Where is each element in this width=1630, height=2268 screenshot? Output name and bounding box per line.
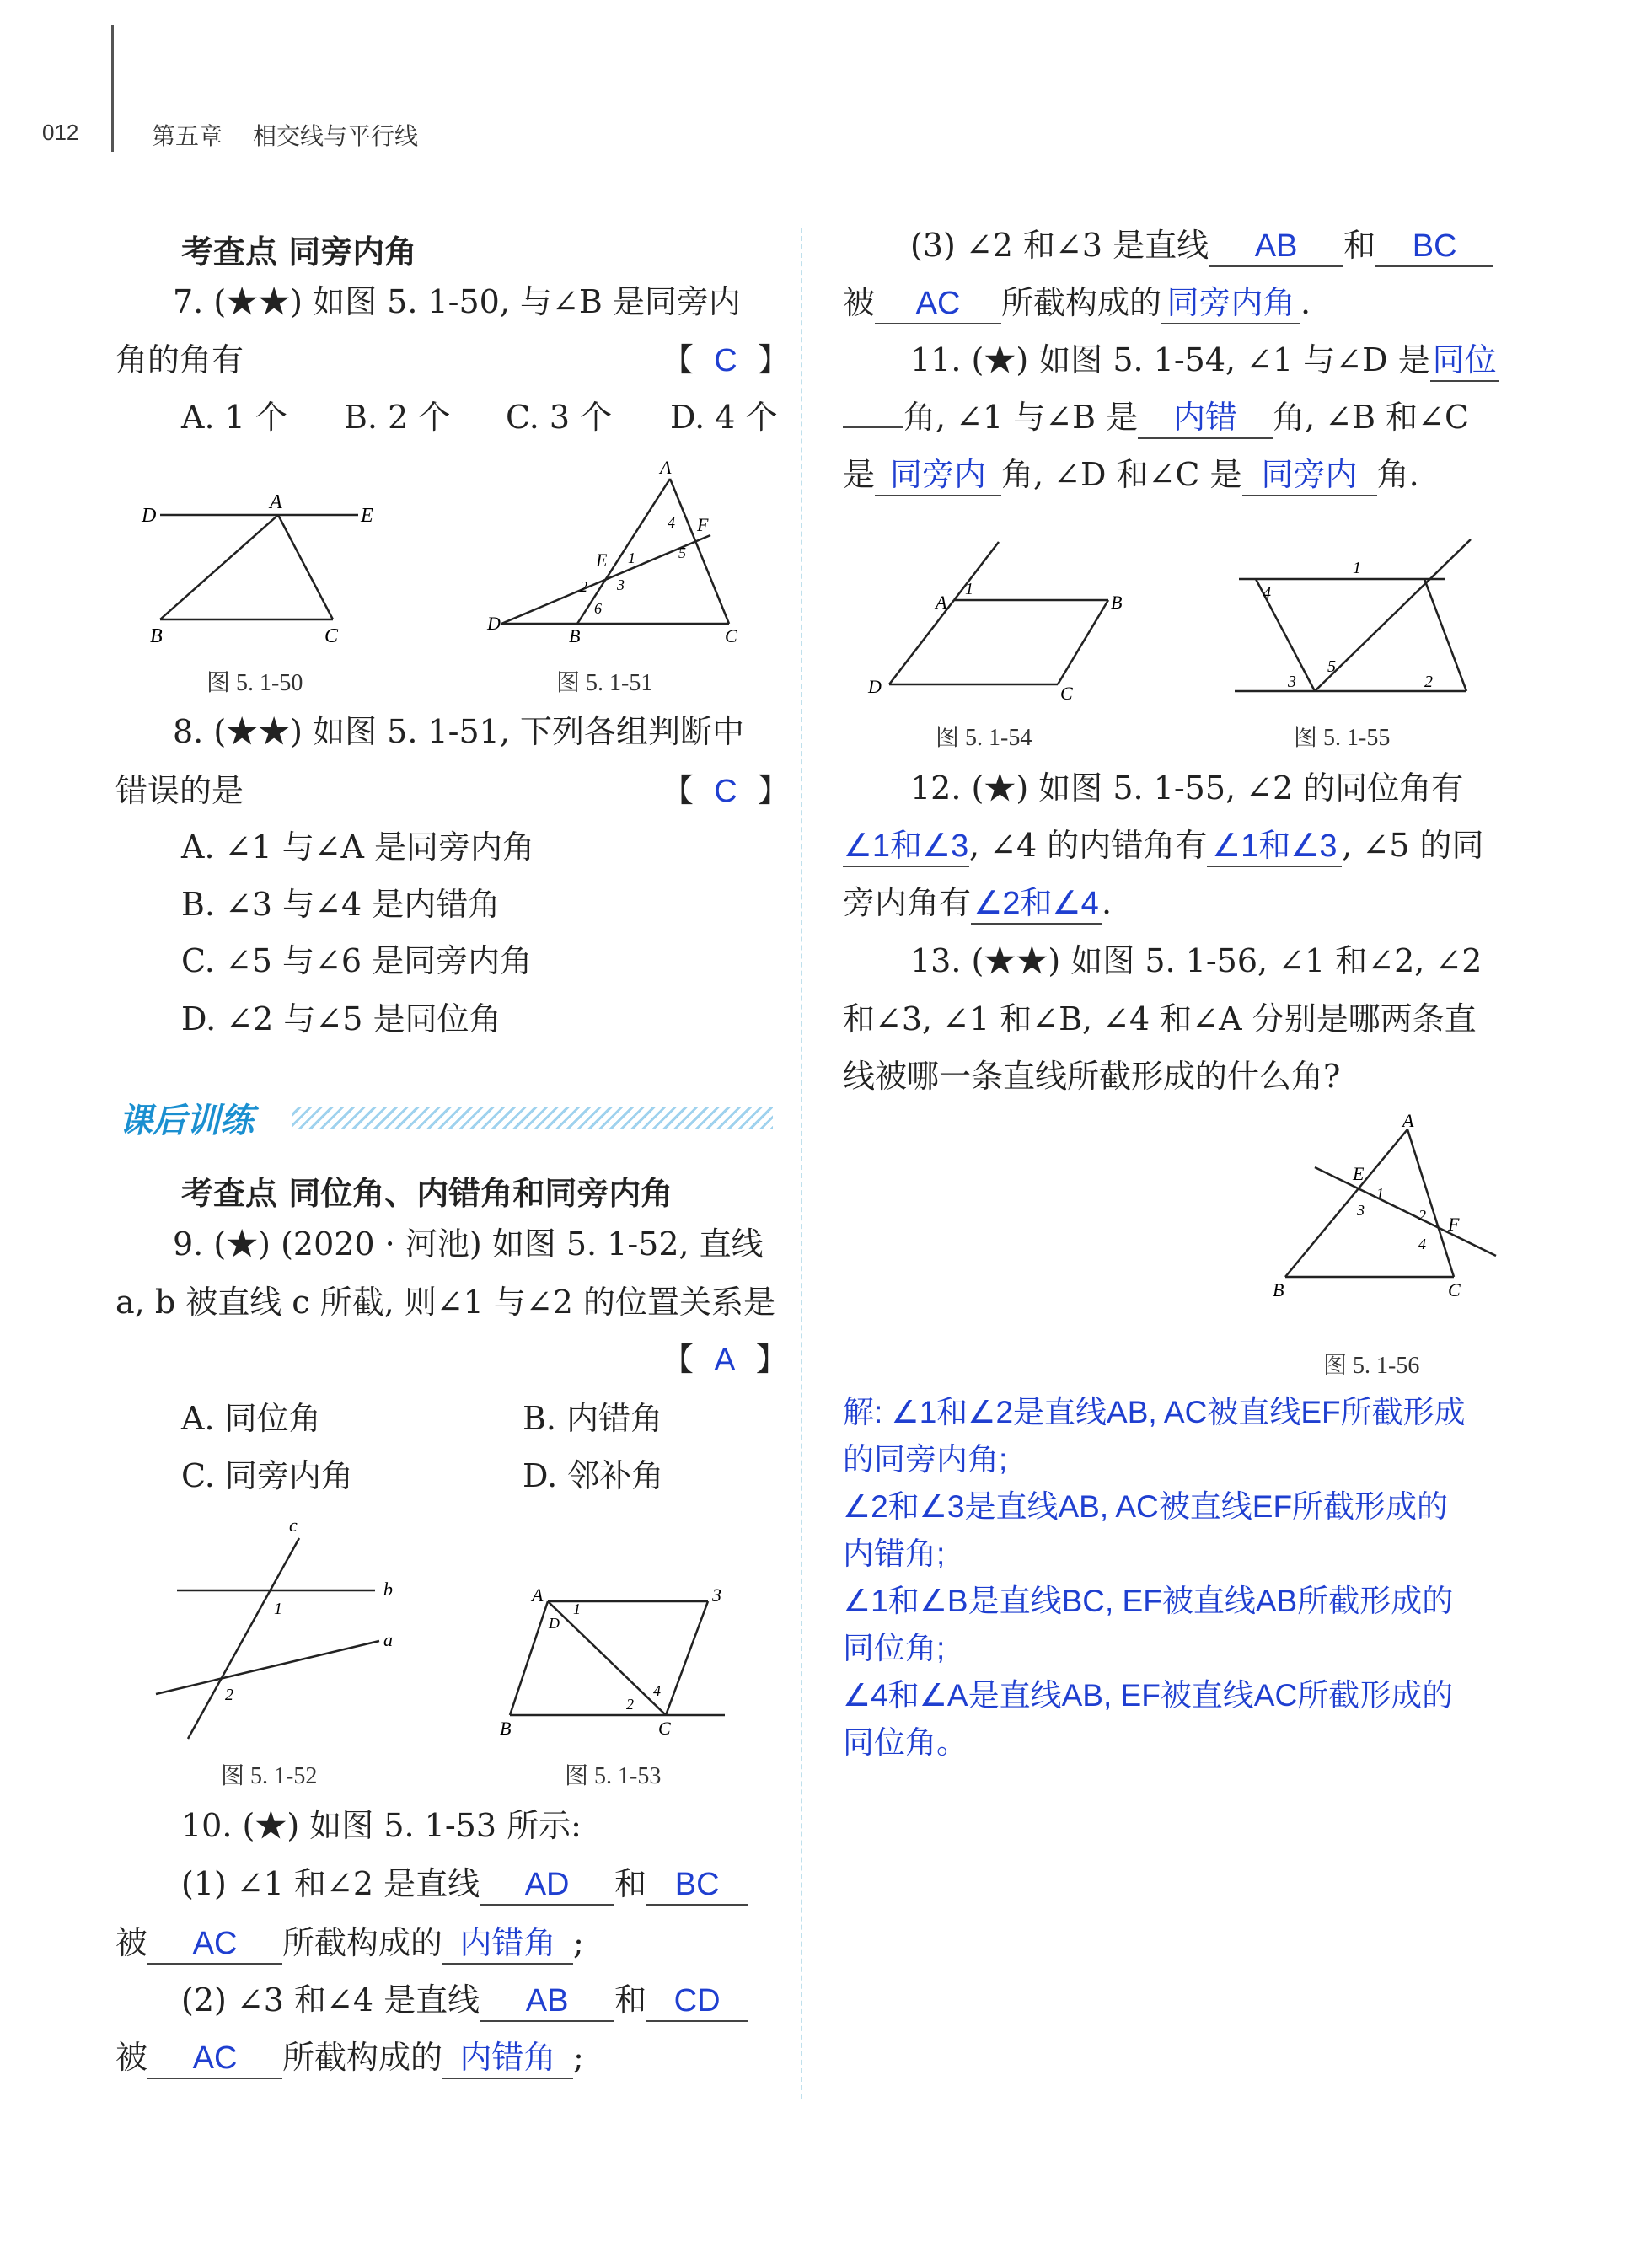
fig56-label-B: B — [1273, 1279, 1284, 1300]
q7-option-d: D. 4 个 — [670, 399, 778, 436]
q9-line1: 9. (★) (2020 · 河池) 如图 5. 1-52, 直线 — [173, 1225, 764, 1263]
svg-text:1: 1 — [628, 550, 635, 566]
svg-text:1: 1 — [1376, 1185, 1384, 1202]
fig54-label-B: B — [1111, 592, 1123, 613]
figure-5-1-50 — [135, 485, 405, 653]
fig53-label-C: C — [658, 1718, 671, 1736]
fig51-label-D: D — [487, 613, 501, 634]
q8-line2: 错误的是 — [115, 772, 244, 809]
q11-underline-cont — [843, 426, 903, 428]
fig54-caption: 图 5. 1-54 — [936, 725, 1032, 751]
figure-5-1-54 — [851, 539, 1129, 708]
solution-line: ∠2和∠3是直线AB, AC被直线EF所截形成的 — [843, 1489, 1449, 1524]
svg-text:4: 4 — [653, 1682, 661, 1699]
q8-answer: C — [714, 774, 737, 809]
svg-text:4: 4 — [1418, 1236, 1426, 1252]
fig56-label-C: C — [1448, 1279, 1461, 1300]
svg-text:6: 6 — [594, 600, 602, 617]
q7-line2: 角的角有 — [115, 341, 244, 378]
q10-p3-answer-1: AB — [1209, 227, 1343, 267]
q11-answer-3: 同旁内 — [875, 456, 1001, 496]
q7-answer: C — [714, 343, 737, 378]
q7-option-a: A. 1 个 — [181, 399, 287, 436]
figure-5-1-52 — [147, 1513, 417, 1749]
q11-line3: 是 同旁内 角, ∠D 和∠C 是 同旁内 角. — [843, 455, 1419, 496]
svg-text:4: 4 — [1263, 584, 1271, 603]
section-heading-2: 考查点 同位角、内错角和同旁内角 — [181, 1175, 673, 1212]
solution-line: 同位角。 — [843, 1725, 968, 1760]
fig53-label-D: 3 — [712, 1584, 721, 1606]
q11-line2: 角, ∠1 与∠B 是 内错 角, ∠B 和∠C — [843, 398, 1469, 439]
q13-solution — [843, 1389, 1601, 1767]
q9-option-d: D. 邻补角 — [523, 1457, 664, 1494]
q10-p1-answer-4: 内错角 — [442, 1924, 573, 1965]
section-banner-title: 课后训练 — [119, 1102, 254, 1140]
q13-line2: 和∠3, ∠1 和∠B, ∠4 和∠A 分别是哪两条直 — [843, 1000, 1477, 1037]
fig50-label-D: D — [142, 505, 157, 527]
q12-answer-3: ∠2和∠4 — [971, 884, 1102, 925]
svg-text:2: 2 — [626, 1696, 634, 1713]
q10-p1-answer-3: AC — [147, 1924, 282, 1965]
fig55-caption: 图 5. 1-55 — [1294, 725, 1391, 751]
q10-part1-line1: (1) ∠1 和∠2 是直线 AD 和 BC — [181, 1864, 748, 1906]
q8-answer-bracket: 【 C 】 — [662, 772, 790, 809]
q10-part2-line1: (2) ∠3 和∠4 是直线 AB 和 CD — [181, 1981, 748, 2022]
q11-answer-1: 同位 — [1430, 341, 1499, 382]
section-banner-stripes — [292, 1107, 773, 1129]
svg-text:1: 1 — [274, 1600, 282, 1618]
svg-text:2: 2 — [1424, 673, 1433, 691]
fig50-label-E: E — [361, 505, 373, 527]
fig52-label-a: a — [383, 1629, 393, 1650]
fig51-label-C: C — [725, 625, 737, 646]
page-number: 012 — [42, 120, 79, 145]
fig56-caption: 图 5. 1-56 — [1323, 1353, 1420, 1379]
fig50-label-B: B — [150, 625, 163, 647]
q10-p2-answer-1: AB — [480, 1981, 614, 2022]
q10-p1-answer-2: BC — [646, 1865, 748, 1906]
solution-line: 的同旁内角; — [843, 1442, 1008, 1477]
svg-text:1: 1 — [573, 1600, 581, 1617]
q9-answer: A — [714, 1343, 736, 1378]
q13-line1: 13. (★★) 如图 5. 1-56, ∠1 和∠2, ∠2 — [910, 942, 1483, 979]
figure-5-1-55 — [1222, 539, 1500, 708]
q10-part1-line2: 被 AC 所截构成的 内错角 ; — [115, 1923, 584, 1965]
fig54-label-C: C — [1060, 683, 1073, 704]
q13-line3: 线被哪一条直线所截形成的什么角? — [843, 1058, 1341, 1095]
fig51-label-F: F — [697, 514, 709, 535]
q11-answer-2: 内错 — [1138, 399, 1273, 439]
q10-p2-answer-2: CD — [646, 1981, 748, 2022]
column-divider — [801, 228, 802, 2099]
fig53-caption: 图 5. 1-53 — [565, 1763, 662, 1789]
svg-text:3: 3 — [1288, 673, 1296, 691]
figure-5-1-53 — [493, 1576, 746, 1736]
fig53-label-A: A — [532, 1584, 544, 1606]
fig51-label-E: E — [596, 550, 608, 571]
q10-p3-answer-4: 同旁内角 — [1161, 284, 1300, 324]
q7-answer-bracket: 【 C 】 — [662, 341, 790, 378]
page-header — [42, 110, 801, 160]
q10-part3-line2: 被 AC 所截构成的 同旁内角 . — [843, 283, 1311, 324]
fig52-caption: 图 5. 1-52 — [221, 1763, 318, 1789]
q7-line1: 7. (★★) 如图 5. 1-50, 与∠B 是同旁内 — [173, 283, 741, 320]
section-heading-1: 考查点 同旁内角 — [181, 233, 417, 271]
solution-line: 内错角; — [843, 1536, 946, 1571]
svg-text:5: 5 — [678, 544, 686, 561]
svg-text:1: 1 — [1353, 559, 1361, 577]
fig52-label-c: c — [289, 1515, 298, 1536]
figure-5-1-56 — [1264, 1113, 1517, 1306]
solution-line: ∠4和∠A是直线AB, EF被直线AC所截形成的 — [843, 1678, 1454, 1713]
fig52-label-b: b — [383, 1579, 393, 1600]
fig54-label-A: A — [936, 592, 947, 613]
section-banner — [115, 1094, 773, 1140]
q9-line2: a, b 被直线 c 所截, 则∠1 与∠2 的位置关系是 — [115, 1284, 776, 1321]
q8-option-a: A. ∠1 与∠A 是同旁内角 — [181, 828, 535, 866]
q9-option-a: A. 同位角 — [181, 1400, 321, 1437]
svg-text:D: D — [549, 1615, 560, 1632]
fig54-label-D: D — [868, 676, 882, 697]
svg-text:3: 3 — [1357, 1202, 1365, 1219]
fig50-caption: 图 5. 1-50 — [206, 670, 303, 696]
q8-line1: 8. (★★) 如图 5. 1-51, 下列各组判断中 — [173, 713, 745, 750]
q10-p3-answer-3: AC — [875, 284, 1001, 324]
q10-p3-answer-2: BC — [1375, 227, 1493, 267]
q12-line1: 12. (★) 如图 5. 1-55, ∠2 的同位角有 — [910, 769, 1464, 807]
q7-option-b: B. 2 个 — [344, 399, 451, 436]
q12-answer-2: ∠1和∠3 — [1207, 827, 1342, 867]
q9-option-b: B. 内错角 — [523, 1400, 663, 1437]
fig50-label-A: A — [270, 491, 282, 513]
q10-part2-line2: 被 AC 所截构成的 内错角 ; — [115, 2038, 584, 2079]
q9-answer-bracket: 【 A 】 — [662, 1341, 788, 1378]
solution-line: ∠1和∠B是直线BC, EF被直线AB所截形成的 — [843, 1584, 1454, 1618]
fig51-label-A: A — [660, 457, 672, 478]
q10-intro: 10. (★) 如图 5. 1-53 所示: — [181, 1807, 582, 1844]
q11-answer-4: 同旁内 — [1242, 456, 1377, 496]
q12-line3: 旁内角有∠2和∠4. — [843, 883, 1112, 925]
svg-text:4: 4 — [668, 514, 675, 531]
q10-p2-answer-4: 内错角 — [442, 2039, 573, 2079]
fig50-label-C: C — [324, 625, 339, 647]
q8-option-d: D. ∠2 与∠5 是同位角 — [181, 1000, 501, 1037]
q12-line2: ∠1和∠3, ∠4 的内错角有 ∠1和∠3 , ∠5 的同 — [843, 826, 1484, 867]
svg-text:3: 3 — [617, 576, 625, 593]
figure-5-1-51 — [485, 455, 763, 653]
svg-text:5: 5 — [1327, 657, 1336, 676]
solution-line: 解: ∠1和∠2是直线AB, AC被直线EF所截形成 — [843, 1395, 1466, 1429]
svg-text:1: 1 — [965, 580, 973, 598]
chapter-title: 相交线与平行线 — [253, 122, 419, 150]
solution-line: 同位角; — [843, 1631, 946, 1665]
header-divider — [111, 25, 114, 152]
fig53-label-B: B — [500, 1718, 512, 1736]
fig56-label-E: E — [1353, 1163, 1365, 1184]
q12-answer-1: ∠1和∠3 — [843, 827, 969, 867]
fig56-label-F: F — [1448, 1214, 1460, 1235]
svg-text:2: 2 — [1418, 1207, 1426, 1224]
svg-text:2: 2 — [580, 578, 587, 595]
q10-p1-answer-1: AD — [480, 1865, 614, 1906]
q7-option-c: C. 3 个 — [506, 399, 613, 436]
fig51-caption: 图 5. 1-51 — [556, 670, 653, 696]
q8-option-c: C. ∠5 与∠6 是同旁内角 — [181, 942, 533, 979]
q11-line1: 11. (★) 如图 5. 1-54, ∠1 与∠D 是同位 — [910, 340, 1499, 382]
chapter-label: 第五章 — [152, 122, 223, 150]
fig56-label-A: A — [1402, 1113, 1414, 1131]
q10-part3-line1: (3) ∠2 和∠3 是直线 AB 和 BC — [910, 226, 1493, 267]
q10-p2-answer-3: AC — [147, 2039, 282, 2079]
fig51-label-B: B — [569, 625, 581, 646]
svg-text:2: 2 — [225, 1686, 233, 1704]
q9-option-c: C. 同旁内角 — [181, 1457, 353, 1494]
q8-option-b: B. ∠3 与∠4 是内错角 — [181, 886, 501, 923]
